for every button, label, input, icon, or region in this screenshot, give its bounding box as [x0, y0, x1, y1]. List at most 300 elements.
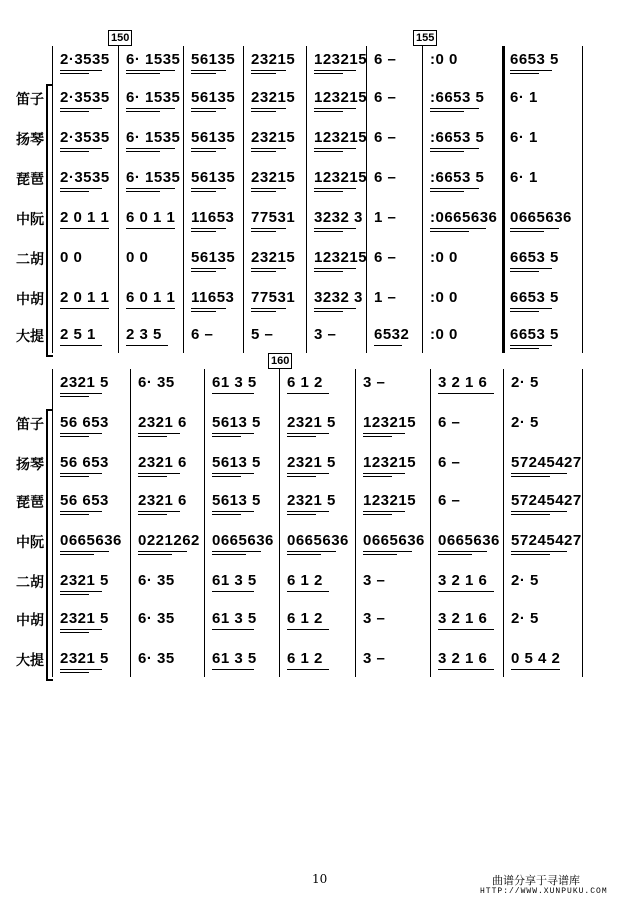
barline: [118, 46, 119, 353]
note-cell: 6 –: [191, 326, 214, 343]
rhythm-underline: [251, 231, 276, 232]
note-cell: 61 3 5: [212, 650, 257, 667]
barline: [279, 369, 280, 677]
note-cell: 2·3535: [60, 129, 110, 146]
note-cell: 6 –: [374, 89, 397, 106]
rhythm-underline: [138, 514, 167, 515]
rhythm-underline: [212, 511, 254, 512]
note-cell: 57245427: [511, 532, 582, 549]
note-cell: 6 –: [438, 414, 461, 431]
rhythm-underline: [314, 70, 356, 71]
rhythm-underline: [126, 70, 175, 71]
note-cell: 6· 1535: [126, 51, 181, 68]
rhythm-underline: [314, 108, 356, 109]
rhythm-underline: [138, 511, 180, 512]
rhythm-underline: [287, 629, 329, 630]
note-cell: 3 2 1 6: [438, 610, 488, 627]
rhythm-underline: [191, 268, 226, 269]
rhythm-underline: [251, 108, 286, 109]
barline: [582, 46, 583, 353]
note-cell: :0 0: [430, 249, 458, 266]
note-cell: :0665636: [430, 209, 498, 226]
rhythm-underline: [126, 345, 168, 346]
note-cell: 6653 5: [510, 326, 559, 343]
rhythm-underline: [510, 70, 552, 71]
rhythm-underline: [314, 308, 356, 309]
rhythm-underline: [251, 111, 276, 112]
rhythm-underline: [511, 476, 550, 477]
barline: [204, 369, 205, 677]
rhythm-underline: [138, 551, 187, 552]
rhythm-underline: [138, 476, 167, 477]
rhythm-underline: [60, 345, 102, 346]
rhythm-underline: [191, 311, 216, 312]
rhythm-underline: [60, 672, 89, 673]
note-cell: 0665636: [363, 532, 425, 549]
rhythm-underline: [138, 473, 180, 474]
rhythm-underline: [363, 511, 405, 512]
rehearsal-mark-160: 160: [268, 353, 292, 369]
note-cell: 6 –: [374, 249, 397, 266]
rhythm-underline: [510, 348, 539, 349]
credit-text: 曲谱分享于寻谱库: [492, 874, 580, 887]
rhythm-underline: [191, 108, 226, 109]
rhythm-underline: [251, 188, 286, 189]
rhythm-underline: [314, 268, 356, 269]
rhythm-underline: [363, 436, 392, 437]
rhythm-underline: [251, 70, 286, 71]
note-cell: 56135: [191, 129, 236, 146]
rhythm-underline: [126, 108, 175, 109]
rhythm-underline: [363, 551, 412, 552]
rhythm-underline: [60, 511, 102, 512]
note-cell: 3 2 1 6: [438, 572, 488, 589]
rhythm-underline: [438, 669, 494, 670]
rhythm-underline: [212, 436, 241, 437]
note-cell: 61 3 5: [212, 572, 257, 589]
note-cell: 56135: [191, 51, 236, 68]
note-cell: 6· 35: [138, 572, 175, 589]
note-cell: 6 –: [438, 454, 461, 471]
note-cell: 57245427: [511, 454, 582, 471]
rhythm-underline: [287, 511, 329, 512]
rhythm-underline: [60, 436, 89, 437]
note-cell: 2 3 5: [126, 326, 162, 343]
rhythm-underline: [314, 231, 343, 232]
note-cell: 56 653: [60, 454, 109, 471]
note-cell: 3 –: [363, 572, 386, 589]
barline: [502, 46, 505, 353]
rhythm-underline: [363, 514, 392, 515]
rhythm-underline: [212, 554, 246, 555]
rhythm-underline: [60, 108, 102, 109]
note-cell: 2· 5: [511, 374, 539, 391]
rhythm-underline: [60, 514, 89, 515]
note-cell: 6 0 1 1: [126, 289, 176, 306]
rhythm-underline: [510, 268, 552, 269]
rhythm-underline: [510, 308, 552, 309]
rhythm-underline: [212, 591, 254, 592]
note-cell: 6· 35: [138, 610, 175, 627]
rhythm-underline: [60, 476, 89, 477]
note-cell: 2 0 1 1: [60, 209, 110, 226]
note-cell: 0665636: [212, 532, 274, 549]
instrument-label: 中阮: [16, 535, 44, 551]
note-cell: 23215: [251, 129, 296, 146]
rhythm-underline: [314, 311, 343, 312]
rhythm-underline: [126, 148, 175, 149]
rhythm-underline: [191, 188, 226, 189]
note-cell: 0665636: [510, 209, 572, 226]
rhythm-underline: [212, 551, 261, 552]
rhythm-underline: [126, 73, 160, 74]
rhythm-underline: [126, 151, 160, 152]
rhythm-underline: [438, 551, 487, 552]
rhythm-underline: [510, 231, 544, 232]
instrument-label: 二胡: [16, 575, 44, 591]
note-cell: 123215: [314, 249, 368, 266]
note-cell: 2· 5: [511, 610, 539, 627]
note-cell: 5613 5: [212, 492, 261, 509]
rhythm-underline: [191, 148, 226, 149]
note-cell: 3 –: [314, 326, 337, 343]
note-cell: 0665636: [60, 532, 122, 549]
rhythm-underline: [430, 108, 479, 109]
note-cell: 11653: [191, 289, 235, 306]
rhythm-underline: [60, 591, 102, 592]
note-cell: 3 –: [363, 610, 386, 627]
rhythm-underline: [251, 151, 276, 152]
rhythm-underline: [60, 473, 102, 474]
rhythm-underline: [510, 271, 539, 272]
barline: [355, 369, 356, 677]
note-cell: 2321 5: [60, 572, 109, 589]
rhythm-underline: [138, 554, 172, 555]
rhythm-underline: [60, 148, 102, 149]
rhythm-underline: [510, 228, 559, 229]
rhythm-underline: [126, 228, 175, 229]
note-cell: :0 0: [430, 51, 458, 68]
note-cell: 23215: [251, 169, 296, 186]
note-cell: 56135: [191, 89, 236, 106]
note-cell: 3232 3: [314, 209, 363, 226]
note-cell: 123215: [363, 414, 417, 431]
note-cell: 77531: [251, 289, 296, 306]
note-cell: 0665636: [287, 532, 349, 549]
rhythm-underline: [363, 554, 397, 555]
rhythm-underline: [314, 111, 343, 112]
rhythm-underline: [60, 151, 89, 152]
rhythm-underline: [212, 393, 254, 394]
instrument-label: 大提: [16, 329, 44, 345]
note-cell: 6 –: [374, 129, 397, 146]
note-cell: 6 1 2: [287, 610, 323, 627]
rhythm-underline: [60, 629, 102, 630]
rhythm-underline: [251, 148, 286, 149]
rhythm-underline: [511, 551, 567, 552]
rhythm-underline: [138, 433, 180, 434]
rhythm-underline: [212, 629, 254, 630]
ensemble-bracket: [46, 84, 53, 357]
rhythm-underline: [511, 669, 560, 670]
rhythm-underline: [60, 669, 102, 670]
rhythm-underline: [60, 188, 102, 189]
note-cell: 57245427: [511, 492, 582, 509]
rhythm-underline: [191, 271, 216, 272]
instrument-label: 中阮: [16, 212, 44, 228]
rhythm-underline: [430, 191, 464, 192]
rhythm-underline: [138, 436, 167, 437]
rhythm-underline: [438, 629, 494, 630]
instrument-label: 扬琴: [16, 457, 44, 473]
rhythm-underline: [251, 191, 276, 192]
rhythm-underline: [60, 393, 102, 394]
rhythm-underline: [251, 268, 286, 269]
rhythm-underline: [60, 73, 89, 74]
barline: [306, 46, 307, 353]
rhythm-underline: [60, 554, 94, 555]
note-cell: 2·3535: [60, 51, 110, 68]
rhythm-underline: [314, 148, 356, 149]
note-cell: 2·3535: [60, 89, 110, 106]
rhythm-underline: [60, 111, 89, 112]
note-cell: 6653 5: [510, 249, 559, 266]
rhythm-underline: [251, 311, 276, 312]
barline: [130, 369, 131, 677]
rhythm-underline: [60, 228, 109, 229]
rhythm-underline: [430, 188, 479, 189]
note-cell: 3232 3: [314, 289, 363, 306]
note-cell: 0665636: [438, 532, 500, 549]
note-cell: 6 –: [374, 51, 397, 68]
note-cell: 1 –: [374, 209, 397, 226]
note-cell: 23215: [251, 249, 296, 266]
rhythm-underline: [212, 476, 241, 477]
rhythm-underline: [287, 473, 329, 474]
rhythm-underline: [430, 231, 469, 232]
rhythm-underline: [60, 70, 102, 71]
rhythm-underline: [314, 188, 356, 189]
note-cell: 23215: [251, 51, 296, 68]
rhythm-underline: [511, 511, 567, 512]
rhythm-underline: [363, 473, 405, 474]
rhythm-underline: [191, 73, 216, 74]
rhythm-underline: [314, 271, 343, 272]
note-cell: 123215: [363, 454, 417, 471]
rhythm-underline: [314, 191, 343, 192]
rhythm-underline: [510, 311, 539, 312]
note-cell: 2321 6: [138, 454, 187, 471]
rhythm-underline: [438, 393, 494, 394]
barline: [243, 46, 244, 353]
rhythm-underline: [251, 308, 286, 309]
rhythm-underline: [60, 308, 109, 309]
rehearsal-mark-150: 150: [108, 30, 132, 46]
note-cell: 2 5 1: [60, 326, 96, 343]
note-cell: 6 1 2: [287, 572, 323, 589]
note-cell: 6· 1: [510, 169, 538, 186]
note-cell: 2 0 1 1: [60, 289, 110, 306]
note-cell: 61 3 5: [212, 374, 257, 391]
rhythm-underline: [191, 111, 216, 112]
note-cell: 61 3 5: [212, 610, 257, 627]
instrument-label: 中胡: [16, 613, 44, 629]
note-cell: 6· 35: [138, 374, 175, 391]
rhythm-underline: [251, 73, 276, 74]
rhythm-underline: [430, 148, 479, 149]
barline: [422, 46, 423, 353]
ensemble-bracket: [46, 409, 53, 681]
rhythm-underline: [212, 473, 254, 474]
note-cell: 2321 6: [138, 414, 187, 431]
instrument-label: 中胡: [16, 292, 44, 308]
note-cell: 6 1 2: [287, 374, 323, 391]
note-cell: 6 0 1 1: [126, 209, 176, 226]
note-cell: 6· 1535: [126, 129, 181, 146]
note-cell: 6 –: [374, 169, 397, 186]
note-cell: 2· 5: [511, 414, 539, 431]
note-cell: 123215: [363, 492, 417, 509]
rhythm-underline: [191, 231, 216, 232]
note-cell: 2321 6: [138, 492, 187, 509]
note-cell: 6· 1535: [126, 169, 181, 186]
note-cell: 5 –: [251, 326, 274, 343]
barline: [430, 369, 431, 677]
rhythm-underline: [287, 476, 316, 477]
note-cell: 6653 5: [510, 51, 559, 68]
note-cell: 6· 1: [510, 129, 538, 146]
rhythm-underline: [438, 554, 472, 555]
note-cell: 11653: [191, 209, 235, 226]
note-cell: :6653 5: [430, 89, 485, 106]
note-cell: 3 –: [363, 374, 386, 391]
rhythm-underline: [287, 669, 329, 670]
rhythm-underline: [126, 188, 175, 189]
note-cell: 6653 5: [510, 289, 559, 306]
rhythm-underline: [60, 551, 109, 552]
note-cell: 1 –: [374, 289, 397, 306]
note-cell: 56135: [191, 249, 236, 266]
rhythm-underline: [438, 591, 494, 592]
rhythm-underline: [287, 591, 329, 592]
rhythm-underline: [511, 554, 550, 555]
note-cell: 0221262: [138, 532, 200, 549]
note-cell: 0 0: [60, 249, 83, 266]
note-cell: 2·3535: [60, 169, 110, 186]
credit-url: HTTP://WWW.XUNPUKU.COM: [480, 887, 608, 896]
note-cell: 6· 35: [138, 650, 175, 667]
instrument-label: 琵琶: [16, 495, 44, 511]
note-cell: 6· 1535: [126, 89, 181, 106]
note-cell: 2321 5: [60, 610, 109, 627]
rhythm-underline: [374, 345, 402, 346]
rhythm-underline: [430, 151, 464, 152]
note-cell: 2321 5: [287, 414, 336, 431]
note-cell: 3 2 1 6: [438, 650, 488, 667]
instrument-label: 笛子: [16, 417, 44, 433]
rhythm-underline: [314, 228, 356, 229]
rhythm-underline: [126, 111, 160, 112]
rhythm-underline: [314, 73, 343, 74]
instrument-label: 笛子: [16, 92, 44, 108]
note-cell: 123215: [314, 129, 368, 146]
note-cell: 2· 5: [511, 572, 539, 589]
rhythm-underline: [430, 228, 486, 229]
rhythm-underline: [287, 551, 336, 552]
rhythm-underline: [287, 436, 316, 437]
rhythm-underline: [510, 73, 539, 74]
note-cell: 123215: [314, 89, 368, 106]
rhythm-underline: [191, 308, 226, 309]
barline: [183, 46, 184, 353]
rhythm-underline: [363, 476, 392, 477]
note-cell: :0 0: [430, 289, 458, 306]
rhythm-underline: [287, 554, 321, 555]
rhythm-underline: [191, 191, 216, 192]
rhythm-underline: [126, 191, 160, 192]
rhythm-underline: [212, 514, 241, 515]
note-cell: 2321 5: [287, 454, 336, 471]
rhythm-underline: [251, 271, 276, 272]
rhythm-underline: [251, 228, 286, 229]
rhythm-underline: [191, 228, 226, 229]
instrument-label: 琵琶: [16, 172, 44, 188]
rhythm-underline: [191, 70, 226, 71]
rehearsal-mark-155: 155: [413, 30, 437, 46]
rhythm-underline: [191, 151, 216, 152]
note-cell: 56 653: [60, 414, 109, 431]
rhythm-underline: [511, 473, 567, 474]
rhythm-underline: [60, 191, 89, 192]
rhythm-underline: [60, 632, 89, 633]
barline: [503, 369, 504, 677]
note-cell: 77531: [251, 209, 296, 226]
rhythm-underline: [363, 433, 405, 434]
rhythm-underline: [60, 594, 89, 595]
note-cell: 56135: [191, 169, 236, 186]
note-cell: 3 2 1 6: [438, 374, 488, 391]
rhythm-underline: [287, 393, 329, 394]
rhythm-underline: [60, 433, 102, 434]
rhythm-underline: [287, 433, 329, 434]
note-cell: 56 653: [60, 492, 109, 509]
note-cell: 6 –: [438, 492, 461, 509]
note-cell: 0 0: [126, 249, 149, 266]
instrument-label: 扬琴: [16, 132, 44, 148]
barline: [582, 369, 583, 677]
page-number: 10: [312, 872, 328, 886]
rhythm-underline: [60, 396, 89, 397]
rhythm-underline: [510, 345, 552, 346]
instrument-label: 大提: [16, 653, 44, 669]
note-cell: :6653 5: [430, 129, 485, 146]
rhythm-underline: [212, 669, 254, 670]
note-cell: 2321 5: [60, 650, 109, 667]
note-cell: 2321 5: [60, 374, 109, 391]
rhythm-underline: [430, 111, 464, 112]
note-cell: 5613 5: [212, 414, 261, 431]
note-cell: :6653 5: [430, 169, 485, 186]
note-cell: 3 –: [363, 650, 386, 667]
note-cell: 23215: [251, 89, 296, 106]
note-cell: 123215: [314, 51, 368, 68]
note-cell: 123215: [314, 169, 368, 186]
rhythm-underline: [287, 514, 316, 515]
rhythm-underline: [511, 514, 550, 515]
note-cell: 2321 5: [287, 492, 336, 509]
rhythm-underline: [314, 151, 343, 152]
rhythm-underline: [126, 308, 175, 309]
